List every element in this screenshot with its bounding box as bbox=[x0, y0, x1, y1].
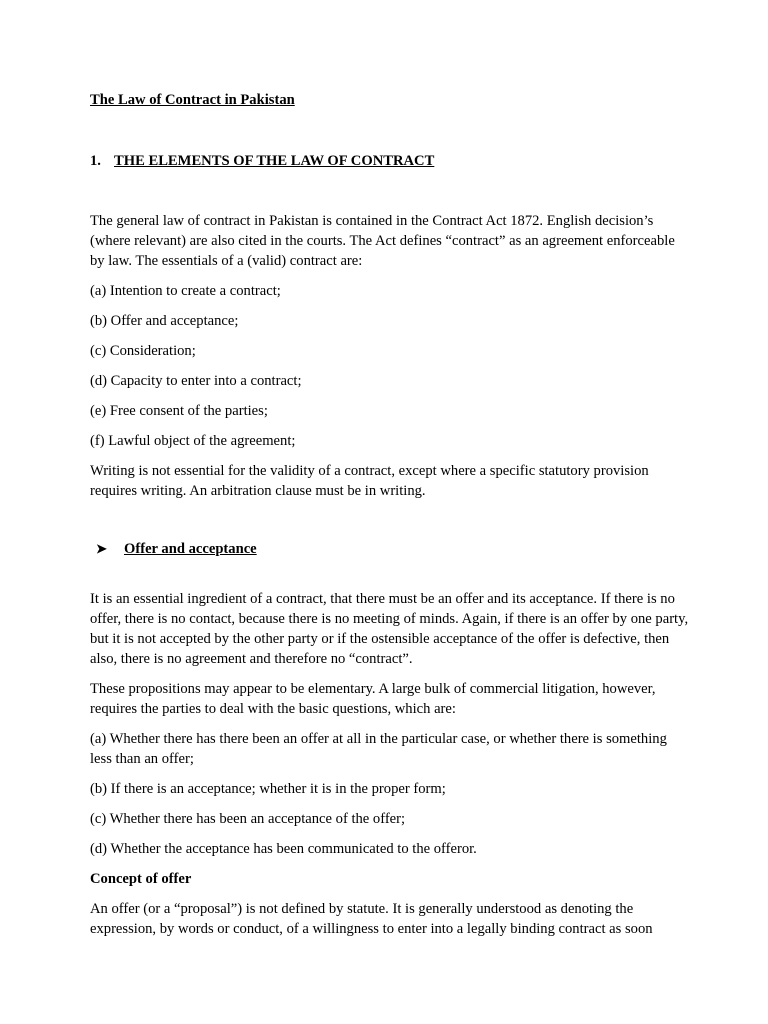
essential-item-e: (e) Free consent of the parties; bbox=[90, 403, 268, 419]
offer-paragraph-1: It is an essential ingredient of a contract, that there must be an offer and its acceptance. If there is no offer, there is no contact, because there is no meeting of minds. Again, if there is an offer by one party, but it is not accepted by the other party or if the ostensible acceptance of the offer is defective, then also, there is no agreement and therefore no “contract”. bbox=[90, 591, 689, 667]
question-item-d: (d) Whether the acceptance has been communicated to the offeror. bbox=[90, 841, 477, 857]
concept-paragraph: An offer (or a “proposal”) is not defined by statute. It is generally understood as denoting the expression, by words or conduct, of a willingness to enter into a legally binding contract as soon bbox=[90, 901, 653, 937]
intro-paragraph: The general law of contract in Pakistan is contained in the Contract Act 1872. English decision’s (where relevant) are also cited in the courts. The Act defines “contract” as an agreement enforceable by law. The essentials of a (valid) contract are: bbox=[90, 213, 675, 269]
essential-item-b: (b) Offer and acceptance; bbox=[90, 313, 239, 329]
essential-item-f: (f) Lawful object of the agreement; bbox=[90, 433, 296, 449]
section-title: THE ELEMENTS OF THE LAW OF CONTRACT bbox=[114, 153, 435, 169]
section-1-heading bbox=[90, 151, 690, 171]
arrow-bullet-icon: ➤ bbox=[96, 541, 107, 556]
essential-item-a: (a) Intention to create a contract; bbox=[90, 283, 281, 299]
offer-acceptance-title: Offer and acceptance bbox=[124, 541, 257, 557]
section-number: 1. bbox=[90, 153, 101, 169]
document-page bbox=[90, 90, 690, 939]
writing-paragraph: Writing is not essential for the validity of a contract, except where a specific statutory provision requires writing. An arbitration clause must be in writing. bbox=[90, 463, 649, 499]
question-item-b: (b) If there is an acceptance; whether it is in the proper form; bbox=[90, 781, 446, 797]
question-item-c: (c) Whether there has been an acceptance of the offer; bbox=[90, 811, 406, 827]
question-item-a: (a) Whether there has there been an offer at all in the particular case, or whether there is something less than an offer; bbox=[90, 731, 667, 767]
concept-of-offer-heading: Concept of offer bbox=[90, 871, 192, 887]
document-title: The Law of Contract in Pakistan bbox=[90, 92, 295, 108]
essential-item-d: (d) Capacity to enter into a contract; bbox=[90, 373, 302, 389]
offer-paragraph-2: These propositions may appear to be elementary. A large bulk of commercial litigation, however, requires the parties to deal with the basic questions, which are: bbox=[90, 681, 656, 717]
essential-item-c: (c) Consideration; bbox=[90, 343, 196, 359]
offer-acceptance-heading bbox=[90, 539, 690, 559]
